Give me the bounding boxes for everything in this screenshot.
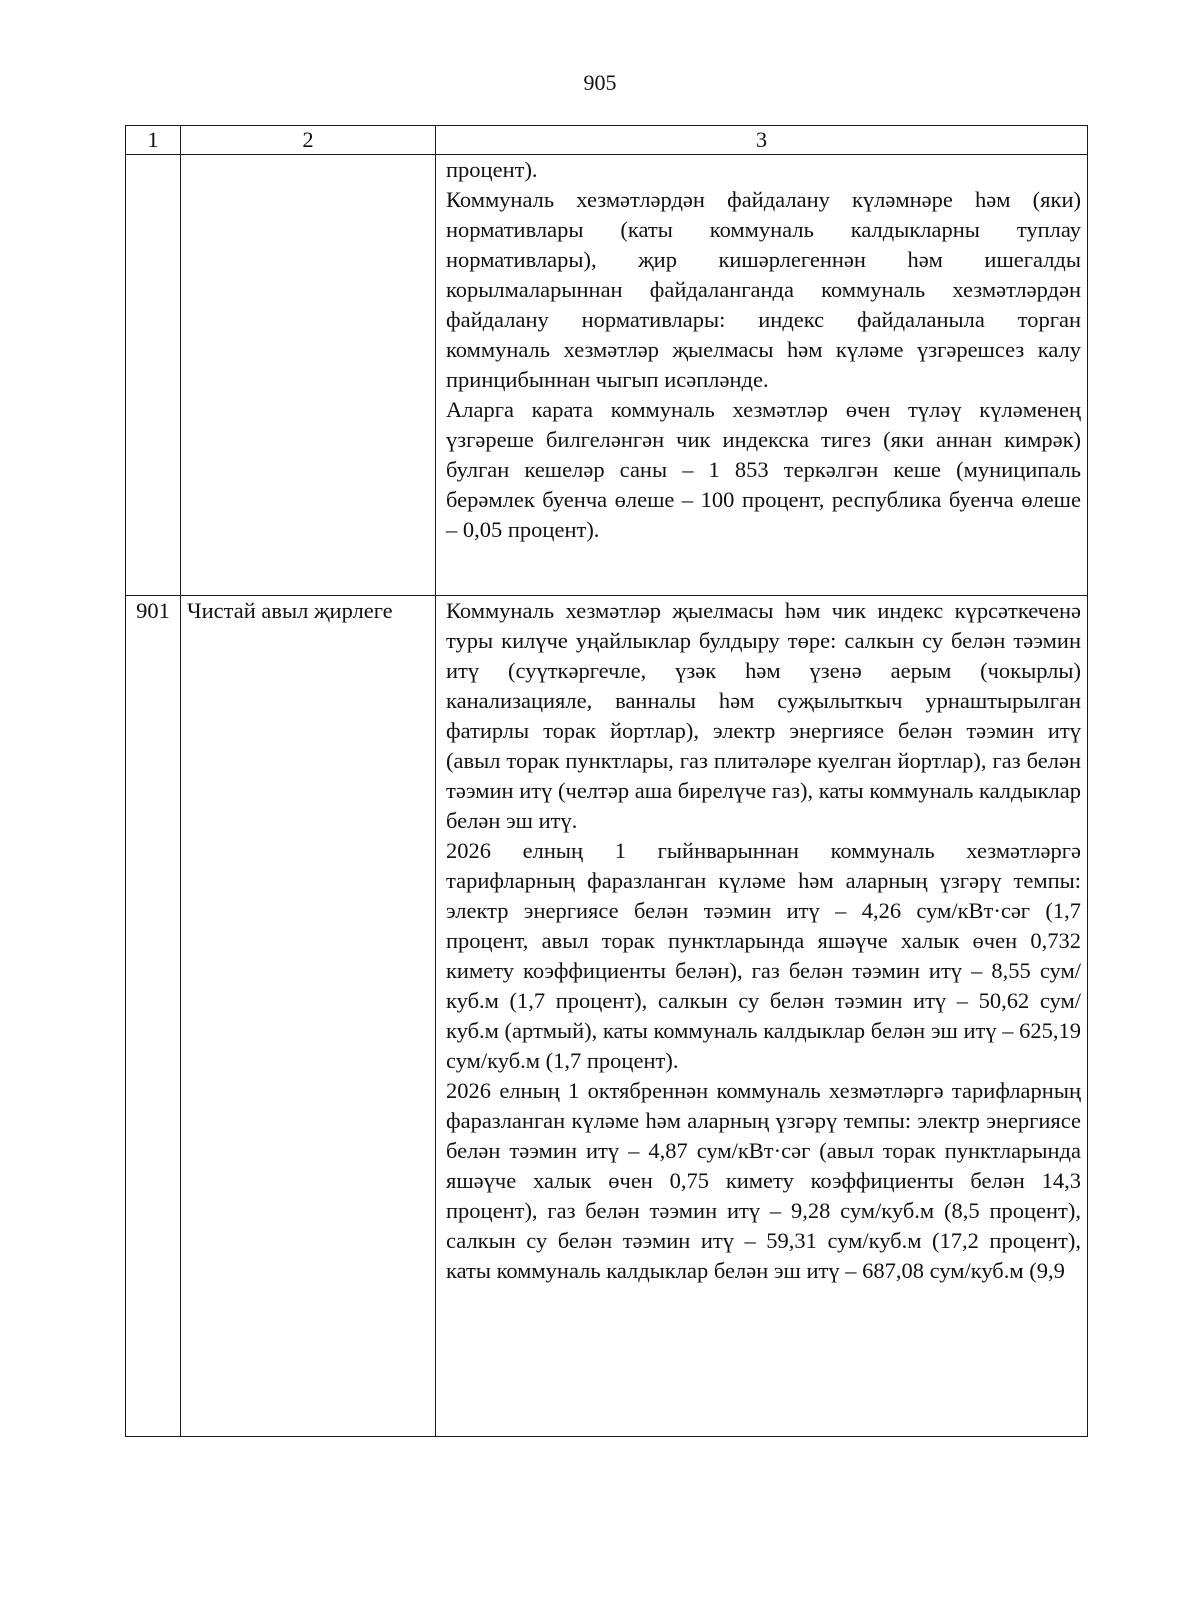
description-paragraph: 2026 елның 1 гыйнварыннан коммуналь хезмәтләргә тарифларның фаразланган күләме һәм аларның үзгәрү темпы: электр энергиясе белән тәэмин итү – 4,26 сум/кВт·сәг (1,7 процент, авыл торак пунктларында яшәүче халык өчен 0,732 кимету коэффициенты белән), газ белән тәэмин итү – 8,55 сум/куб.м (1,7 процент), салкын су белән тәэмин итү – 50,62 сум/куб.м (артмый), каты коммуналь калдыклар белән эш итү – 625,19 сум/куб.м (1,7 процент).	[446, 838, 1081, 1073]
tariff-table	[125, 125, 1088, 1437]
column-header-2: 2	[181, 126, 436, 155]
settlement-name-cell	[181, 155, 436, 596]
row-number-cell	[126, 155, 181, 596]
column-header-1: 1	[126, 126, 181, 155]
table-row	[126, 155, 1088, 596]
description-paragraph: Аларга карата коммуналь хезмәтләр өчен түләү күләменең үзгәреше билгеләнгән чик индекска тигез (яки аннан кимрәк) булган кешеләр саны – 1 853 теркәлгән кеше (муниципаль берәмлек буенча өлеше – 100 процент, республика буенча өлеше – 0,05 процент).	[446, 397, 1081, 542]
page-number: 905	[583, 70, 617, 95]
description-paragraph: 2026 елның 1 октябреннән коммуналь хезмәтләргә тарифларның фаразланган күләме һәм аларның үзгәрү темпы: электр энергиясе белән тәэмин итү – 4,87 сум/кВт·сәг (авыл торак пунктларында яшәүче халык өчен 0,75 кимету коэффициенты белән 14,3 процент), газ белән тәэмин итү – 9,28 сум/куб.м (8,5 процент), салкын су белән тәэмин итү – 59,31 сум/куб.м (17,2 процент), каты коммуналь калдыклар белән эш итү – 687,08 сум/куб.м (9,9	[446, 1078, 1081, 1283]
description-paragraph: Коммуналь хезмәтләрдән файдалану күләмнәре һәм (яки) нормативлары (каты коммуналь калдыкларны туплау нормативлары), җир кишәрлегеннән һәм ишегалды корылмаларыннан файдаланганда коммуналь хезмәтләрдән файдалану нормативлары: индекс файдаланыла торган коммуналь хезмәтләр җыелмасы һәм күләме үзгәрешсез калу принцибыннан чыгып исәпләнде.	[446, 187, 1081, 392]
description-paragraph: процент).	[446, 157, 538, 182]
description-paragraph: Коммуналь хезмәтләр җыелмасы һәм чик индекс күрсәткеченә туры килүче уңайлыклар булдыру төре: салкын су белән тәэмин итү (суүткәргечле, үзәк һәм үзенә аерым (чокырлы) канализацияле, ванналы һәм суҗылыткыч урнаштырылган фатирлы торак йортлар), электр энергиясе белән тәэмин итү (авыл торак пунктлары, газ плитәләре куелган йортлар), газ белән тәэмин итү (челтәр аша бирелүче газ), каты коммуналь калдыклар белән эш итү.	[446, 598, 1081, 833]
column-header-3: 3	[436, 126, 1088, 155]
table-header-row	[126, 126, 1088, 155]
table-row	[126, 596, 1088, 1437]
row-number-cell: 901	[126, 596, 181, 1437]
description-cell	[436, 596, 1088, 1437]
description-cell	[436, 155, 1088, 596]
settlement-name-cell: Чистай авыл җирлеге	[181, 596, 436, 1437]
